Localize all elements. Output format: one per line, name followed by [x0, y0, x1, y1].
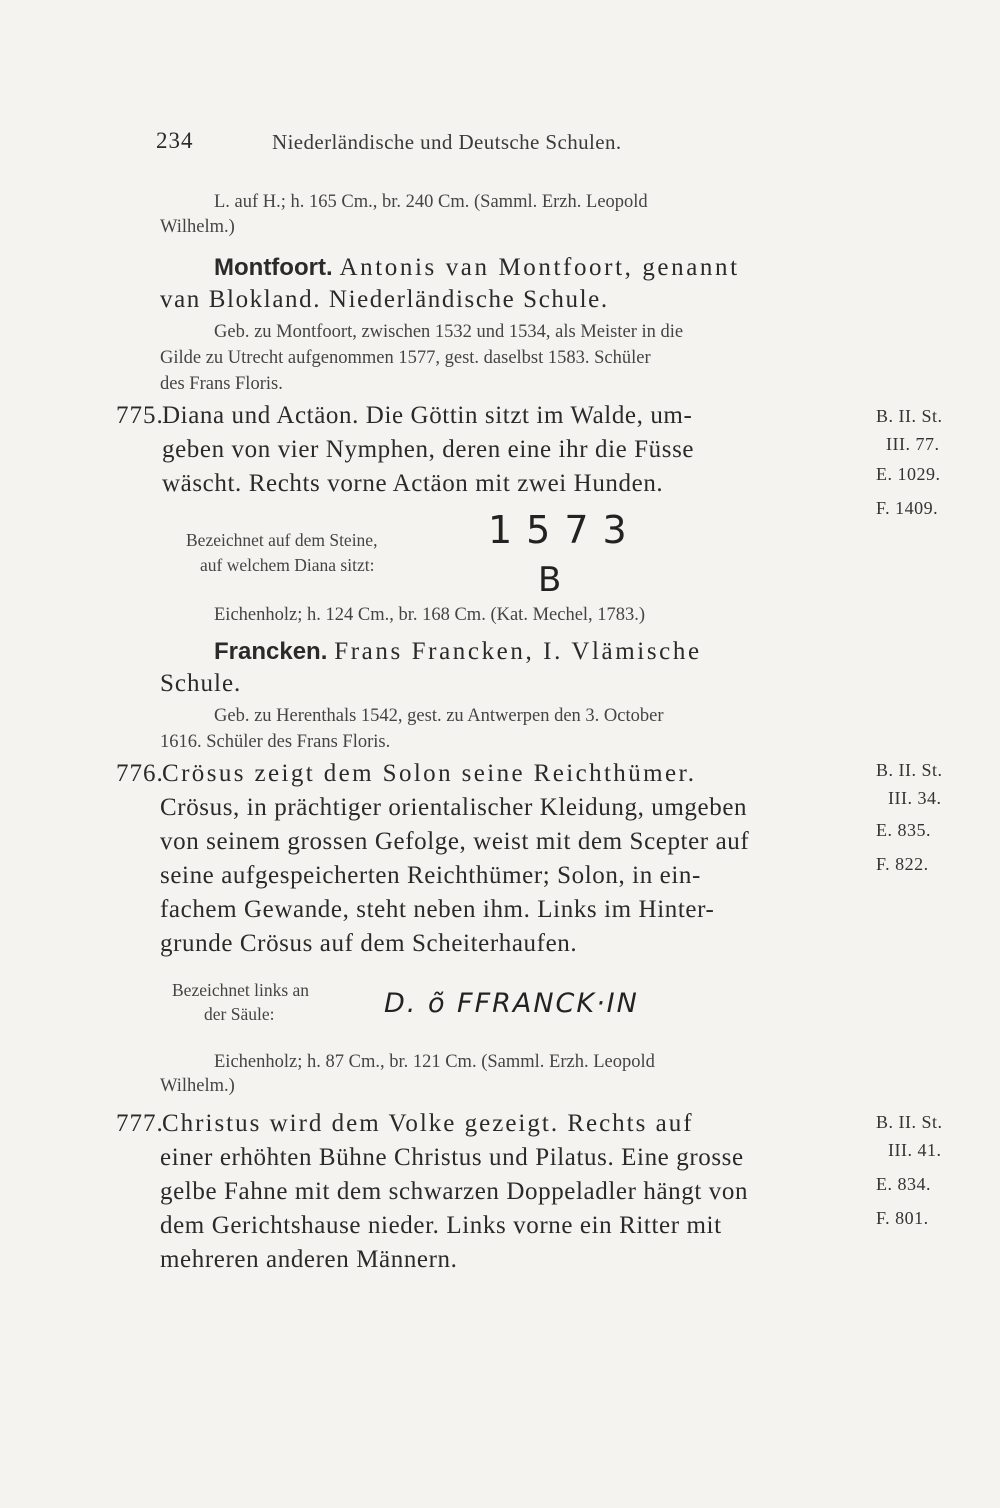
entry-text: grunde Crösus auf dem Scheiterhaufen. [160, 930, 578, 957]
running-title: Niederländische und Deutsche Schulen. [272, 130, 622, 154]
page-number: 234 [156, 128, 194, 153]
reference-line: E. 835. [876, 820, 931, 840]
entry-text: Christus wird dem Volke gezeigt. Rechts auf [162, 1110, 694, 1137]
artist-school: Schule. [160, 670, 242, 697]
entry-text: fachem Gewande, steht neben ihm. Links im Hinter- [160, 896, 715, 923]
entry-number: 777. [116, 1110, 164, 1137]
biography-line: Gilde zu Utrecht aufgenommen 1577, gest. daselbst 1583. Schüler [160, 348, 651, 368]
biography-line: Geb. zu Herenthals 1542, gest. zu Antwerpen den 3. October [214, 706, 664, 726]
signature-note: Bezeichnet auf dem Steine, [186, 530, 378, 550]
biography-line: des Frans Floris. [160, 374, 283, 394]
entry-text: von seinem grossen Gefolge, weist mit dem Scepter auf [160, 828, 750, 855]
biography-line: 1616. Schüler des Frans Floris. [160, 732, 391, 752]
reference-line: E. 1029. [876, 464, 941, 484]
artist-name: Montfoort. [214, 254, 333, 281]
material-line: Eichenholz; h. 124 Cm., br. 168 Cm. (Kat. Mechel, 1783.) [214, 605, 646, 625]
signature-note: der Säule: [204, 1004, 275, 1024]
reference-line: B. II. St. [876, 760, 943, 780]
entry-text: geben von vier Nymphen, deren eine ihr die Füsse [162, 436, 695, 463]
artist-heading [214, 254, 740, 282]
entry-text: wäscht. Rechts vorne Actäon mit zwei Hunden. [162, 470, 664, 497]
signature-note: auf welchem Diana sitzt: [200, 555, 375, 575]
artist-heading [214, 638, 702, 666]
artist-full-name: Frans Francken, I. Vlämische [334, 638, 702, 665]
reference-line: B. II. St. [876, 1112, 943, 1132]
material-line: L. auf H.; h. 165 Cm., br. 240 Cm. (Samml. Erzh. Leopold [214, 192, 648, 212]
entry-text: seine aufgespeicherten Reichthümer; Solon, in ein- [160, 862, 701, 889]
entry-text: gelbe Fahne mit dem schwarzen Doppeladler hängt von [160, 1178, 749, 1205]
reference-line: F. 1409. [876, 498, 939, 518]
entry-number: 776. [116, 760, 164, 787]
reference-line: B. II. St. [876, 406, 943, 426]
reference-line: F. 822. [876, 854, 929, 874]
entry-text: Diana und Actäon. Die Göttin sitzt im Walde, um- [162, 402, 693, 429]
reference-line: III. 77. [886, 434, 940, 454]
entry-number: 775. [116, 402, 164, 429]
artist-school: van Blokland. Niederländische Schule. [160, 286, 609, 313]
material-line: Wilhelm.) [160, 1076, 235, 1096]
entry-text: einer erhöhten Bühne Christus und Pilatus. Eine grosse [160, 1144, 744, 1171]
signature-year: 1573 [488, 508, 641, 552]
entry-text: Crösus zeigt dem Solon seine Reichthümer. [162, 760, 697, 787]
material-line: Wilhelm.) [160, 217, 235, 237]
artist-full-name: Antonis van Montfoort, genannt [339, 254, 740, 281]
entry-text: mehreren anderen Männern. [160, 1246, 458, 1273]
reference-line: E. 834. [876, 1174, 931, 1194]
entry-text: dem Gerichtshause nieder. Links vorne ein Ritter mit [160, 1212, 722, 1239]
material-line: Eichenholz; h. 87 Cm., br. 121 Cm. (Samml. Erzh. Leopold [214, 1052, 655, 1072]
signature-inscription: D. õ FFRANCK·IN [384, 988, 639, 1019]
reference-line: III. 34. [888, 788, 942, 808]
biography-line: Geb. zu Montfoort, zwischen 1532 und 1534, als Meister in die [214, 322, 684, 342]
reference-line: F. 801. [876, 1208, 929, 1228]
entry-text: Crösus, in prächtiger orientalischer Kleidung, umgeben [160, 794, 748, 821]
signature-monogram: B [538, 560, 562, 600]
signature-note: Bezeichnet links an [172, 980, 310, 1000]
reference-line: III. 41. [888, 1140, 942, 1160]
artist-name: Francken. [214, 638, 328, 665]
